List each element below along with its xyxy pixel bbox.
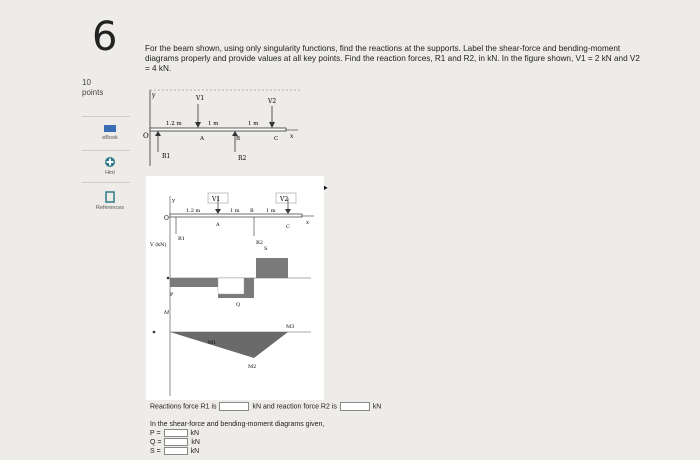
m3-label: M3	[286, 324, 295, 330]
reactions-mid: kN and reaction force R2 is	[252, 403, 337, 411]
moment-axis-label: M	[164, 310, 170, 316]
question-number: 6	[92, 14, 118, 60]
point-b-label: B	[236, 136, 241, 142]
beam	[150, 128, 286, 131]
plus-circle-icon	[104, 156, 116, 168]
r2-label: R2	[256, 240, 263, 246]
x-label: x	[290, 133, 294, 140]
q-input[interactable]	[164, 438, 188, 446]
sidebar-item-label: References	[95, 205, 125, 211]
origin-label: O	[143, 132, 149, 140]
load-v2-head	[269, 122, 275, 128]
moment-origin-dot	[153, 331, 156, 334]
reaction-r1-head	[155, 131, 161, 136]
m1-label: M1	[208, 340, 217, 346]
shear-origin-dot	[167, 277, 170, 280]
v1-label: V1	[212, 196, 221, 203]
s-label: S =	[150, 447, 161, 455]
diagram-intro: In the shear-force and bending-moment diagrams given,	[150, 421, 325, 428]
page-icon	[105, 191, 115, 203]
shear-outline	[218, 278, 244, 294]
v1-label: V1	[196, 95, 205, 102]
sidebar-item-hint[interactable]	[90, 156, 130, 176]
y-label: y	[172, 198, 176, 204]
y-label: y	[152, 92, 156, 99]
book-icon	[103, 124, 117, 133]
unit-label: kN	[190, 429, 200, 437]
q-answer-row	[150, 438, 324, 447]
point-c-label: C	[286, 224, 290, 230]
sidebar-divider	[82, 116, 130, 117]
p-label: P	[170, 292, 174, 298]
p-input[interactable]	[164, 429, 188, 437]
s-input[interactable]	[164, 447, 188, 455]
point-c-label: C	[274, 136, 279, 142]
origin-label: O	[164, 215, 169, 222]
v2-label: V2	[268, 98, 277, 105]
point-a-label: A	[200, 136, 204, 142]
points-value: 10	[82, 78, 91, 87]
unit-label: kN	[190, 447, 200, 455]
s-answer-row	[150, 447, 324, 456]
r2-label: R2	[238, 155, 247, 162]
r1-input[interactable]	[219, 402, 249, 411]
q-label: Q =	[150, 438, 162, 446]
sidebar-divider	[82, 182, 130, 183]
dim-1-2m: 1.2 m	[186, 208, 201, 214]
dim-1m-b: 1 m	[266, 208, 276, 214]
load-v1-head	[195, 122, 201, 128]
sidebar-item-references[interactable]	[90, 191, 130, 211]
r1-label: R1	[162, 153, 171, 160]
beam	[170, 214, 302, 217]
reactions-answer-row	[150, 402, 381, 411]
beam-figure	[140, 86, 310, 174]
problem-statement: For the beam shown, using only singularity functions, find the reactions at the supports. Label the shear-force and bending-moment diagrams properly and provide values at all key points. Find the reaction forces, R1 and R2, in kN. In the figure shown, V1 = 2 kN and V2 = 4 kN.	[145, 44, 640, 73]
r1-label: R1	[178, 236, 185, 242]
points-indicator	[82, 78, 103, 98]
unit-label: kN	[372, 403, 382, 411]
shear-block-s	[256, 258, 288, 278]
shear-block-p	[170, 278, 218, 287]
shear-moment-figure	[146, 176, 324, 400]
dim-1m-a: 1 m	[208, 121, 219, 127]
diagram-answers	[150, 421, 324, 456]
point-a-label: A	[216, 222, 220, 228]
m2-label: M2	[248, 364, 257, 370]
unit-label: kN	[191, 438, 200, 446]
sidebar-item-label: eBook	[102, 135, 118, 141]
x-label: x	[306, 220, 310, 226]
r2-input[interactable]	[340, 402, 370, 411]
sidebar-item-label: Hint	[105, 170, 115, 176]
dim-1m-a: 1 m	[230, 208, 240, 214]
sidebar-item-ebook[interactable]	[90, 124, 130, 141]
dim-1m-b: 1 m	[248, 121, 259, 127]
reactions-prefix: Reactions force R1 is	[150, 403, 217, 411]
p-answer-row	[150, 429, 324, 438]
q-label: Q	[236, 302, 241, 308]
sidebar-divider	[82, 150, 130, 151]
v2-label: V2	[280, 196, 289, 203]
s-label: S	[264, 246, 268, 252]
point-b-label: B	[250, 208, 254, 214]
p-label: P =	[150, 429, 161, 437]
shear-axis-label: V (kN)	[150, 242, 167, 248]
points-label: points	[82, 88, 104, 97]
dim-1-2m: 1.2 m	[166, 121, 182, 127]
